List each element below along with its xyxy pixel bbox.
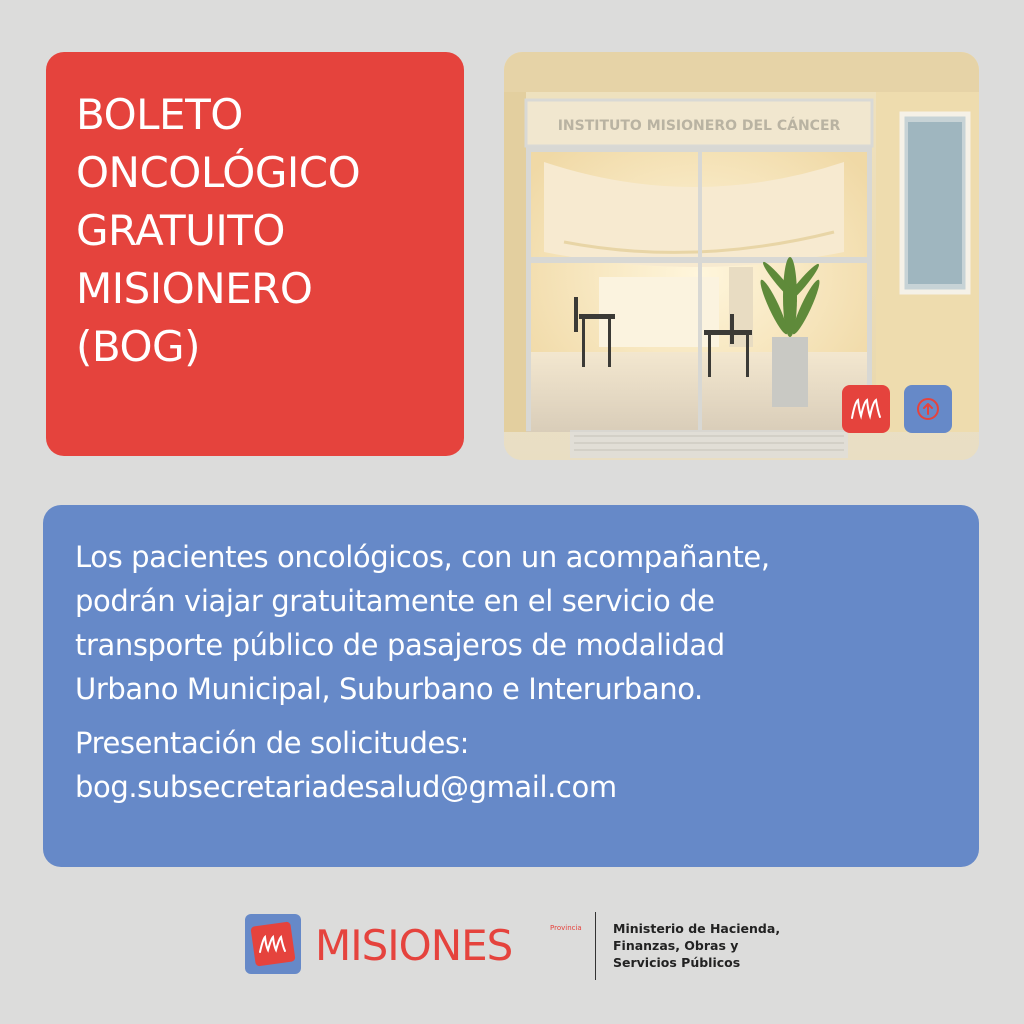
misiones-m-icon <box>257 934 289 956</box>
misiones-logo-badge <box>842 385 890 433</box>
title-line: ONCOLÓGICO <box>76 148 361 197</box>
title-line: GRATUITO <box>76 206 285 255</box>
arrow-up-circle-icon <box>915 396 941 422</box>
ministry-line: Ministerio de Hacienda, <box>613 921 781 936</box>
brand-wordmark: MISIONES <box>315 921 513 970</box>
footer-divider <box>595 912 596 980</box>
title-card <box>46 52 464 456</box>
paragraph-line: podrán viajar gratuitamente en el servicio de <box>75 584 715 618</box>
submission-label: Presentación de solicitudes: <box>75 726 470 760</box>
info-card <box>43 505 979 867</box>
ministry-line: Servicios Públicos <box>613 955 741 970</box>
title-line: (BOG) <box>76 322 200 371</box>
misiones-logo-icon <box>849 396 883 422</box>
brand-superscript: Provincia <box>550 924 582 932</box>
contact-email-link[interactable]: bog.subsecretariadesalud@gmail.com <box>75 770 617 804</box>
title-line: BOLETO <box>76 90 243 139</box>
title-line: MISIONERO <box>76 264 313 313</box>
sign-text: INSTITUTO MISIONERO DEL CÁNCER <box>557 118 841 134</box>
ministry-name <box>613 920 780 971</box>
paragraph-line: Los pacientes oncológicos, con un acompañante, <box>75 540 770 574</box>
scroll-up-button[interactable] <box>904 385 952 433</box>
ministry-line: Finanzas, Obras y <box>613 938 739 953</box>
misiones-app-icon <box>245 914 301 974</box>
paragraph-line: transporte público de pasajeros de modalidad <box>75 628 725 662</box>
paragraph-line: Urbano Municipal, Suburbano e Interurbano. <box>75 672 703 706</box>
footer <box>245 910 805 982</box>
